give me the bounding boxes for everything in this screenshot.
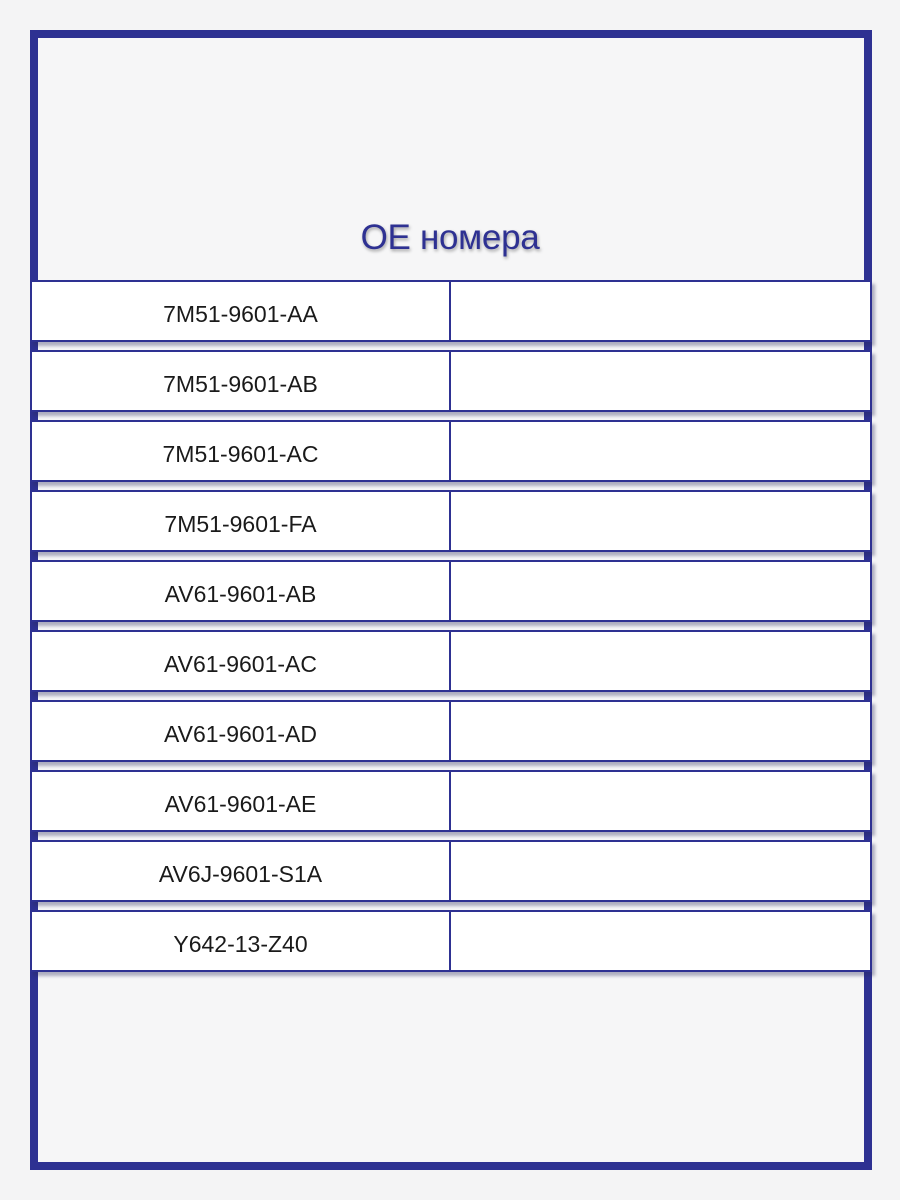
table-row [30, 350, 872, 412]
oe-code-cell: 7M51-9601-AB [32, 352, 451, 410]
oe-code-cell: AV6J-9601-S1A [32, 842, 451, 900]
table-row [30, 560, 872, 622]
oe-code-cell: 7M51-9601-AC [32, 422, 451, 480]
table-row [30, 700, 872, 762]
oe-code-cell: 7M51-9601-AA [32, 282, 451, 340]
table-row [30, 280, 872, 342]
table-row [30, 490, 872, 552]
oe-numbers-table [30, 280, 872, 980]
oe-code-cell: AV61-9601-AE [32, 772, 451, 830]
oe-code-cell: AV61-9601-AB [32, 562, 451, 620]
empty-cell [451, 352, 870, 410]
empty-cell [451, 842, 870, 900]
oe-code-cell: Y642-13-Z40 [32, 912, 451, 970]
oe-code-cell: AV61-9601-AC [32, 632, 451, 690]
empty-cell [451, 912, 870, 970]
empty-cell [451, 702, 870, 760]
empty-cell [451, 422, 870, 480]
table-row [30, 770, 872, 832]
table-row [30, 630, 872, 692]
oe-code-cell: AV61-9601-AD [32, 702, 451, 760]
empty-cell [451, 772, 870, 830]
table-row [30, 420, 872, 482]
empty-cell [451, 282, 870, 340]
empty-cell [451, 562, 870, 620]
page-title: ОЕ номера [360, 218, 540, 257]
oe-code-cell: 7M51-9601-FA [32, 492, 451, 550]
table-row [30, 840, 872, 902]
empty-cell [451, 632, 870, 690]
empty-cell [451, 492, 870, 550]
table-row [30, 910, 872, 972]
